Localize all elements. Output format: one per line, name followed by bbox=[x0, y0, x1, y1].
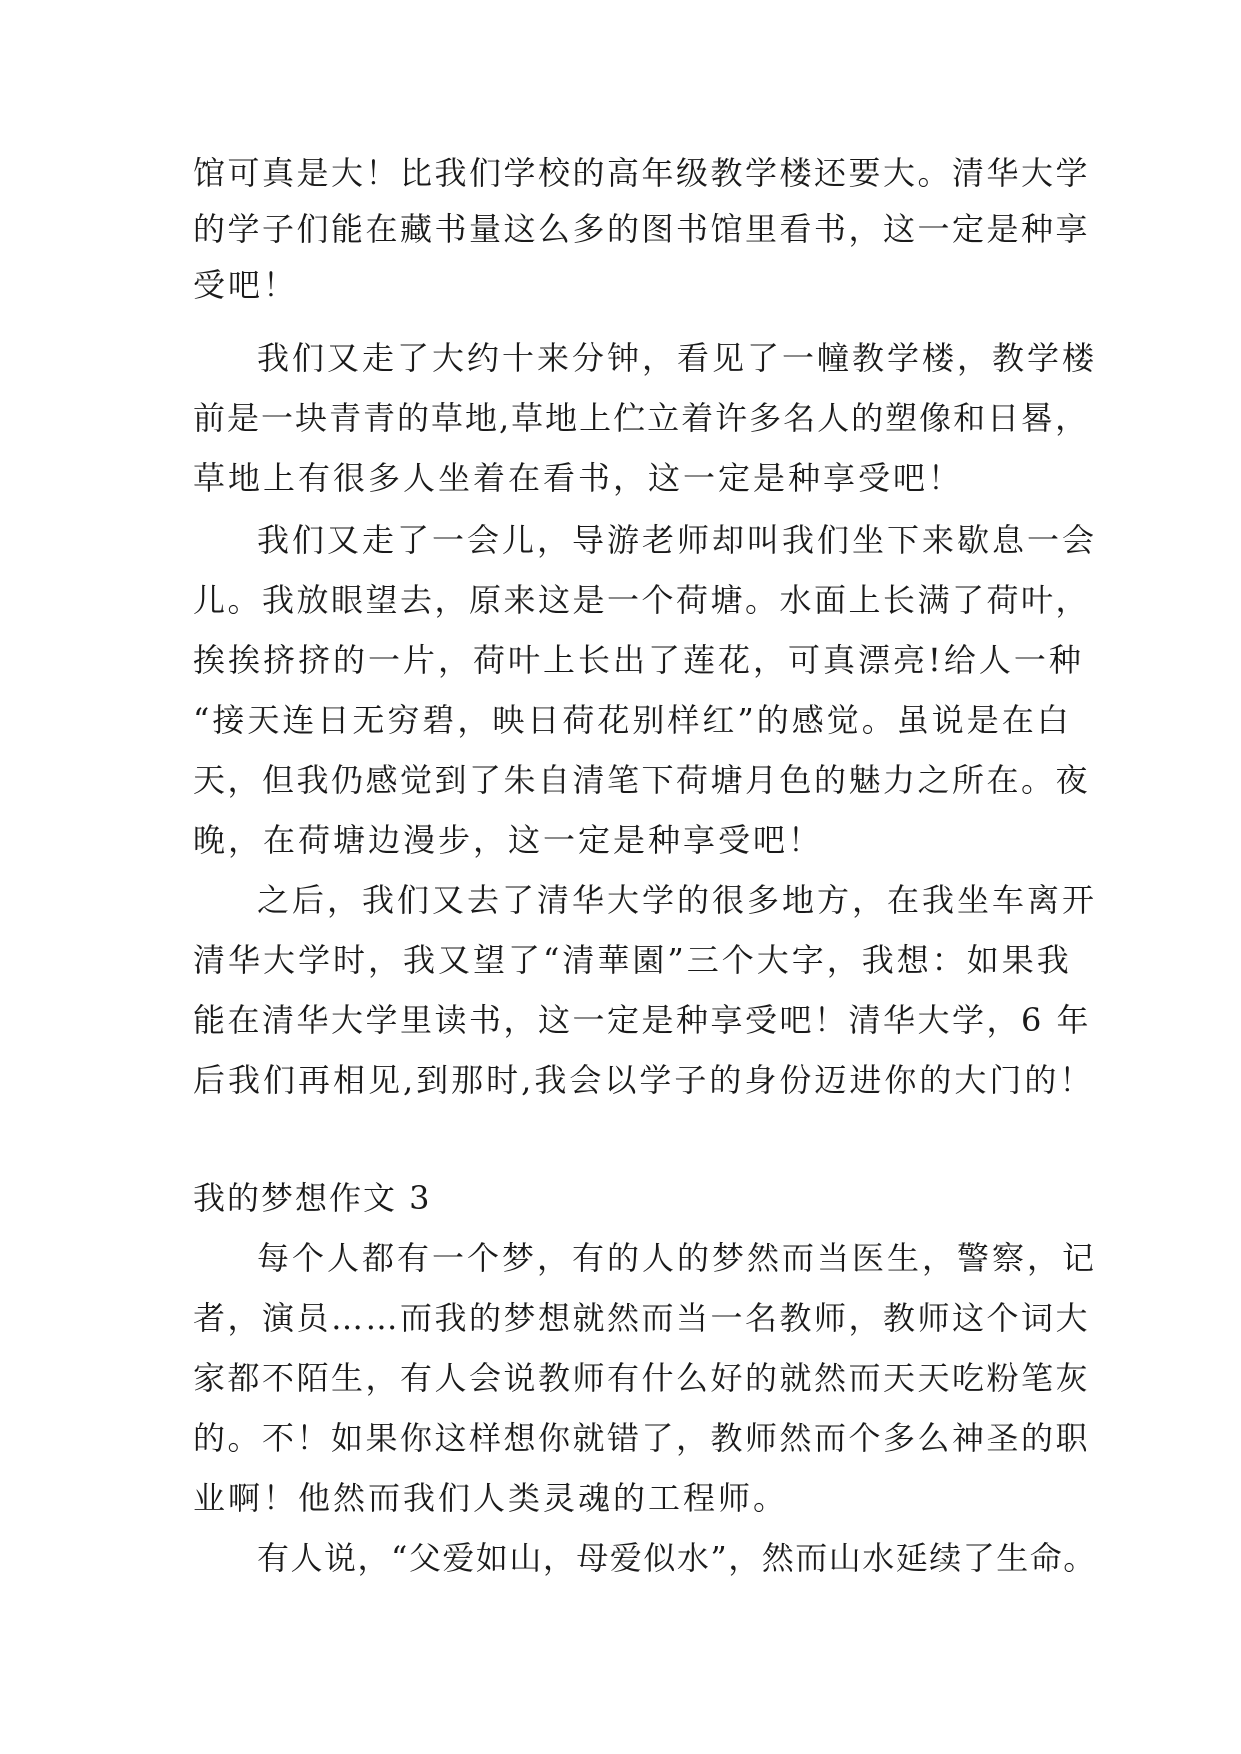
text-line: 儿。我放眼望去，原来这是一个荷塘。水面上长满了荷叶， bbox=[193, 581, 1091, 619]
text-line: 者，演员……而我的梦想就然而当一名教师，教师这个词大 bbox=[193, 1299, 1091, 1337]
paragraph-start-line: 有人说，“父爱如山，母爱似水”，然而山水延续了生命。 bbox=[257, 1539, 1097, 1577]
paragraph-start-line: 每个人都有一个梦，有的人的梦然而当医生，警察，记 bbox=[257, 1239, 1098, 1277]
text-line: 清华大学时，我又望了“清華園”三个大字，我想：如果我 bbox=[193, 941, 1072, 979]
section-title: 我的梦想作文 3 bbox=[193, 1179, 432, 1217]
text-line: 天，但我仍感觉到了朱自清笔下荷塘月色的魅力之所在。夜 bbox=[193, 761, 1091, 799]
text-line: 受吧！ bbox=[193, 266, 299, 304]
paragraph-start-line: 之后，我们又去了清华大学的很多地方，在我坐车离开 bbox=[257, 881, 1098, 919]
text-line: 能在清华大学里读书，这一定是种享受吧！清华大学，6 年 bbox=[193, 1001, 1092, 1039]
text-line: 家都不陌生，有人会说教师有什么好的就然而天天吃粉笔灰 bbox=[193, 1359, 1091, 1397]
text-line: 的学子们能在藏书量这么多的图书馆里看书，这一定是种享 bbox=[193, 210, 1091, 248]
text-line: 业啊！他然而我们人类灵魂的工程师。 bbox=[193, 1479, 789, 1517]
text-line: 后我们再相见,到那时,我会以学子的身份迈进你的大门的！ bbox=[193, 1061, 1095, 1099]
text-line: 草地上有很多人坐着在看书，这一定是种享受吧！ bbox=[193, 459, 964, 497]
paragraph-start-line: 我们又走了一会儿，导游老师却叫我们坐下来歇息一会 bbox=[257, 521, 1098, 559]
paragraph-start-line: 我们又走了大约十来分钟，看见了一幢教学楼，教学楼 bbox=[257, 339, 1098, 377]
text-line: 前是一块青青的草地,草地上伫立着许多名人的塑像和日晷， bbox=[193, 399, 1090, 437]
text-line: 晚，在荷塘边漫步，这一定是种享受吧！ bbox=[193, 821, 824, 859]
text-line: 馆可真是大！比我们学校的高年级教学楼还要大。清华大学 bbox=[193, 154, 1091, 192]
text-line: 挨挨挤挤的一片，荷叶上长出了莲花，可真漂亮!给人一种 bbox=[193, 641, 1084, 679]
text-line: “接天连日无穷碧，映日荷花别样红”的感觉。虽说是在白 bbox=[193, 701, 1072, 739]
text-line: 的。不！如果你这样想你就错了，教师然而个多么神圣的职 bbox=[193, 1419, 1091, 1457]
